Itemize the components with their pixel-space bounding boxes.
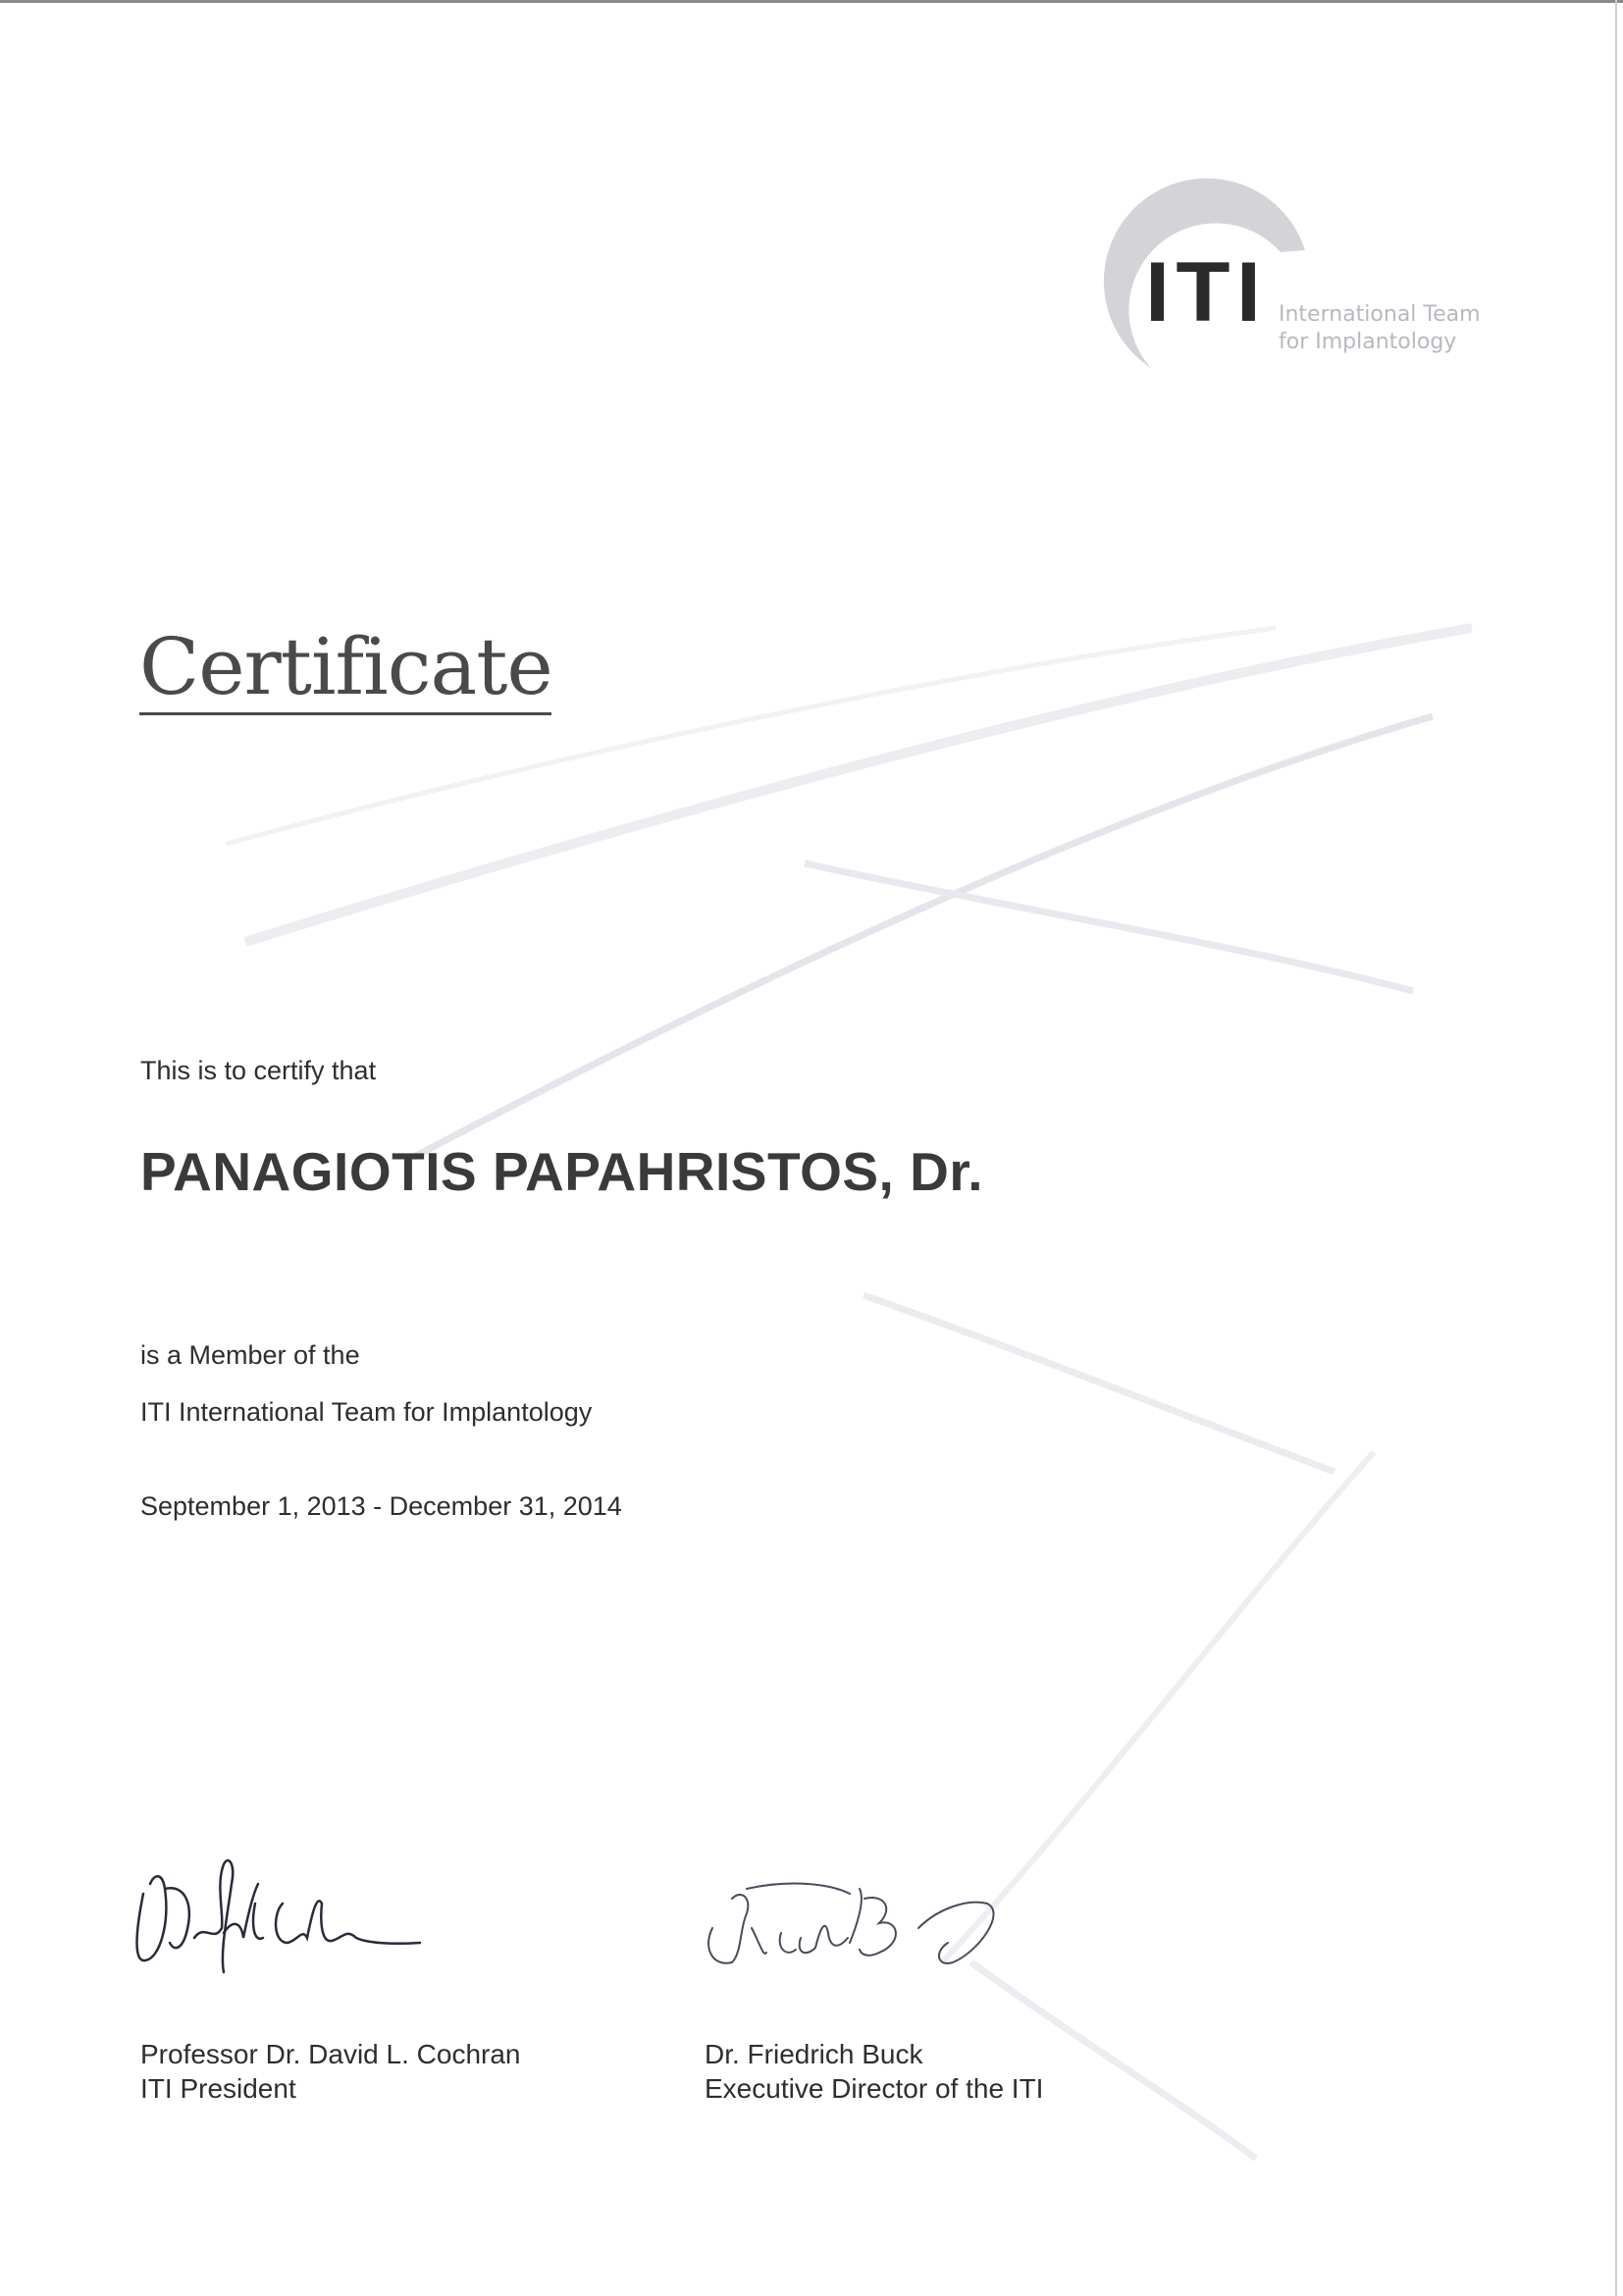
- signatory-2: [705, 2037, 1043, 2106]
- logo-line-2: for Implantology: [1279, 330, 1457, 354]
- signatory-1-role: ITI President: [140, 2073, 296, 2104]
- membership-line-2: ITI International Team for Implantology: [140, 1397, 593, 1427]
- recipient-name: PANAGIOTIS PAPAHRISTOS, Dr.: [140, 1141, 983, 1202]
- logo-wordmark: [1279, 301, 1481, 356]
- logo-line-1: International Team: [1279, 302, 1481, 327]
- certify-intro: This is to certify that: [140, 1056, 377, 1085]
- membership-period: September 1, 2013 - December 31, 2014: [140, 1491, 622, 1521]
- membership-line-1: is a Member of the: [140, 1340, 360, 1370]
- signatory-2-name: Dr. Friedrich Buck: [705, 2039, 923, 2069]
- logo-mark: ITI: [1145, 245, 1268, 339]
- title-underline: [139, 712, 551, 715]
- signature-buck: [693, 1859, 1026, 1997]
- iti-logo: [1084, 157, 1506, 373]
- signatory-1: [140, 2037, 521, 2106]
- signatory-2-role: Executive Director of the ITI: [705, 2073, 1044, 2104]
- signatory-1-name: Professor Dr. David L. Cochran: [140, 2039, 521, 2069]
- certificate-title: Certificate: [139, 621, 552, 712]
- signature-cochran: [126, 1845, 449, 1992]
